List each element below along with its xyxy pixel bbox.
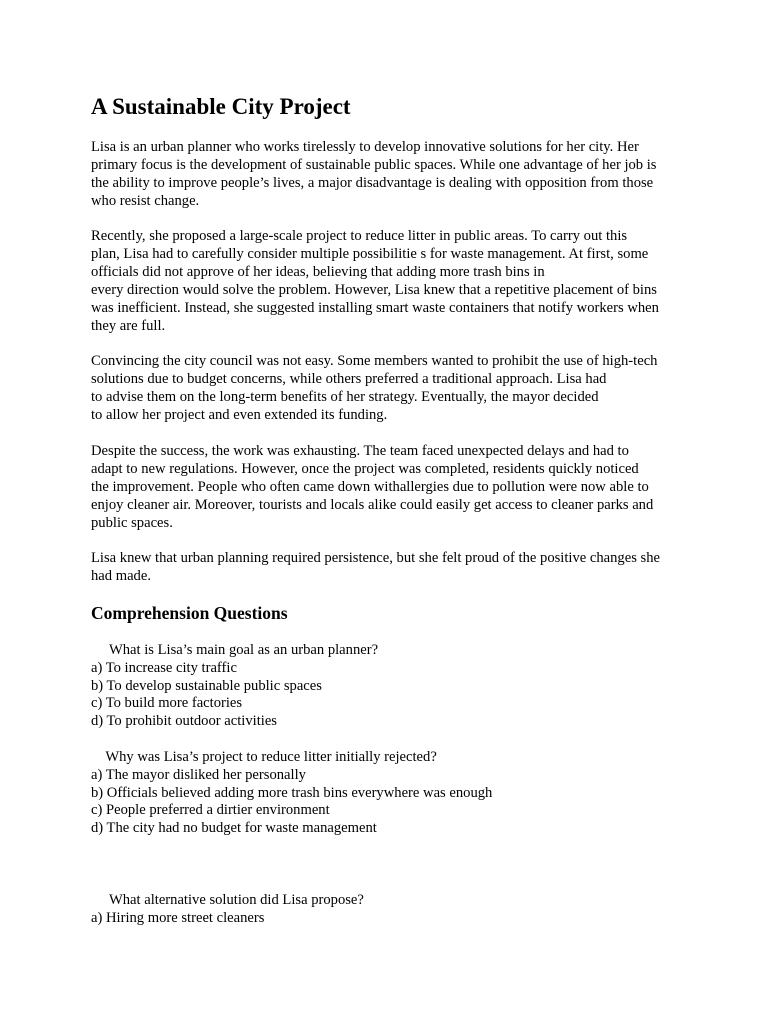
paragraph-line: public spaces. (91, 515, 173, 531)
paragraph-line: was inefficient. Instead, she suggested installing smart waste containers that notify workers when (91, 300, 659, 316)
paragraph-line: Lisa knew that urban planning required persistence, but she felt proud of the positive changes she (91, 550, 660, 566)
paragraph-4 (91, 442, 691, 532)
paragraph-line: every direction would solve the problem. However, Lisa knew that a repetitive placement of bins (91, 282, 657, 298)
comprehension-heading: Comprehension Questions (91, 603, 288, 623)
answer-option: c) People preferred a dirtier environment (91, 802, 330, 819)
paragraph-1 (91, 138, 691, 210)
question-text: Why was Lisa’s project to reduce litter initially rejected? (91, 749, 437, 765)
paragraph-line: the improvement. People who often came down withallergies due to pollution were now able to (91, 479, 649, 495)
question-3 (91, 892, 691, 928)
paragraph-line: Despite the success, the work was exhausting. The team faced unexpected delays and had to (91, 443, 629, 459)
answer-option: c) To build more factories (91, 695, 243, 712)
question-text: What is Lisa’s main goal as an urban planner? (91, 642, 379, 658)
paragraph-2 (91, 227, 691, 335)
paragraph-line: enjoy cleaner air. Moreover, tourists and locals alike could easily get access to cleaner parks and (91, 497, 654, 513)
answer-option: d) To prohibit outdoor activities (91, 713, 277, 730)
paragraph-line: had made. (91, 568, 151, 584)
paragraph-line: who resist change. (91, 193, 200, 209)
paragraph-line: primary focus is the development of sustainable public spaces. While one advantage of her job is (91, 157, 657, 173)
answer-option: a) To increase city traffic (91, 659, 237, 676)
answer-option: a) The mayor disliked her personally (91, 766, 306, 783)
paragraph-line: the ability to improve people’s lives, a major disadvantage is dealing with opposition from those (91, 175, 654, 191)
paragraph-line: Lisa is an urban planner who works tirelessly to develop innovative solutions for her city. Her (91, 139, 639, 155)
paragraph-line: to allow her project and even extended its funding. (91, 407, 388, 423)
answer-option: b) To develop sustainable public spaces (91, 677, 322, 694)
paragraph-5 (91, 549, 691, 585)
question-2 (91, 749, 691, 838)
document-title: A Sustainable City Project (91, 94, 351, 119)
paragraph-line: adapt to new regulations. However, once the project was completed, residents quickly noticed (91, 461, 639, 477)
question-1 (91, 642, 691, 731)
answer-option: b) Officials believed adding more trash bins everywhere was enough (91, 784, 493, 801)
paragraph-line: Convincing the city council was not easy. Some members wanted to prohibit the use of high-tech (91, 353, 658, 369)
paragraph-line: plan, Lisa had to carefully consider multiple possibilitie s for waste management. At first, some (91, 246, 649, 262)
paragraph-3 (91, 352, 691, 424)
answer-option: a) Hiring more street cleaners (91, 909, 265, 926)
answer-option: d) The city had no budget for waste management (91, 820, 377, 837)
paragraph-line: they are full. (91, 318, 166, 334)
paragraph-line: solutions due to budget concerns, while others preferred a traditional approach. Lisa had (91, 371, 607, 387)
paragraph-line: to advise them on the long-term benefits of her strategy. Eventually, the mayor decided (91, 389, 599, 405)
paragraph-line: officials did not approve of her ideas, believing that adding more trash bins in (91, 264, 545, 280)
paragraph-line: Recently, she proposed a large-scale project to reduce litter in public areas. To carry out this (91, 228, 628, 244)
question-text: What alternative solution did Lisa propose? (91, 892, 364, 908)
